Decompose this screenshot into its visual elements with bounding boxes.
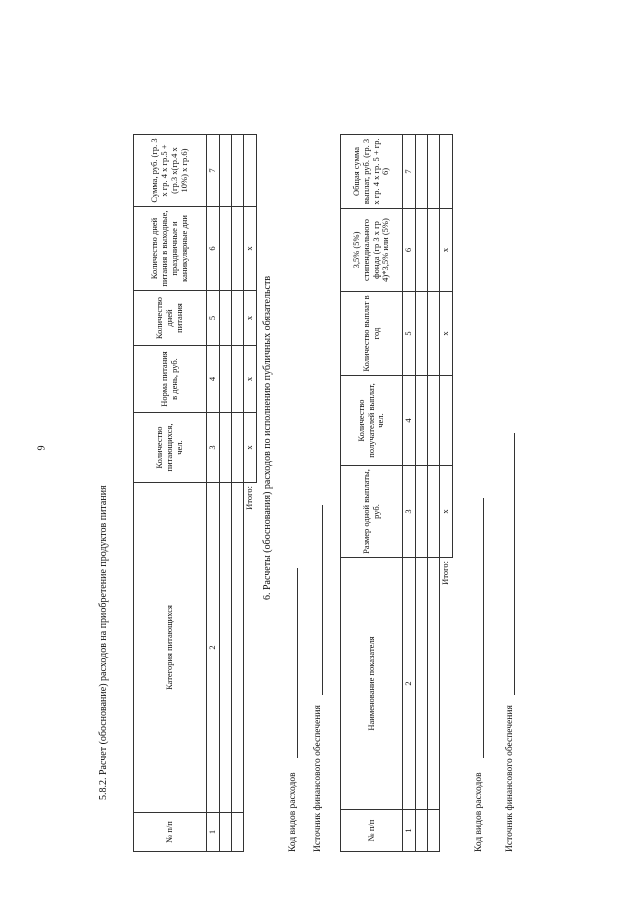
table-cell <box>231 346 243 413</box>
total-cell <box>439 135 452 209</box>
table-cell <box>219 135 231 207</box>
table-cell <box>231 483 243 813</box>
section1-caption: 5.8.2. Расчет (обоснование) расходов на приобретение продуктов питания <box>98 485 109 800</box>
table-cell <box>231 813 243 852</box>
table-cell <box>415 209 427 292</box>
header-cell: № п/п <box>134 813 207 852</box>
table-cell <box>415 558 427 810</box>
code-field-line <box>297 568 298 758</box>
table-cell <box>415 810 427 852</box>
code-label: Код видов расходов <box>288 772 298 852</box>
table-cell <box>219 291 231 346</box>
total-cell: x <box>243 413 256 483</box>
header-cell: Категория питающихся <box>134 483 207 813</box>
header-cell: Количество питающихся, чел. <box>134 413 207 483</box>
source-field-line <box>514 433 515 695</box>
page-number: 9 <box>36 445 48 451</box>
total-cell <box>243 135 256 207</box>
column-number: 4 <box>403 376 416 466</box>
header-cell: Наименование показателя <box>341 558 403 810</box>
code-label: Код видов расходов <box>474 772 484 852</box>
table-cell <box>427 376 439 466</box>
food-expenses-table <box>133 134 257 852</box>
table-cell <box>427 292 439 376</box>
table-cell <box>427 466 439 558</box>
table-cell <box>415 292 427 376</box>
column-number: 6 <box>403 209 416 292</box>
column-number: 5 <box>207 291 220 346</box>
header-cell: Количество получателей выплат, чел. <box>341 376 403 466</box>
column-number: 2 <box>207 483 220 813</box>
total-cell: x <box>439 292 452 376</box>
table-cell <box>427 810 439 852</box>
table-cell <box>231 291 243 346</box>
header-cell: Норма питания в день, руб. <box>134 346 207 413</box>
total-cell: x <box>439 209 452 292</box>
table-cell <box>427 209 439 292</box>
section2-code-line <box>474 498 484 852</box>
rotated-page-content <box>0 62 640 852</box>
table-cell <box>231 413 243 483</box>
column-number: 2 <box>403 558 416 810</box>
table-cell <box>427 135 439 209</box>
column-number: 7 <box>403 135 416 209</box>
total-cell: x <box>243 346 256 413</box>
table-cell <box>219 413 231 483</box>
header-cell: Общая сумма выплат, руб. (гр. 3 x гр. 4 x гр. 5 + гр. 6) <box>341 135 403 209</box>
header-cell: Размер одной выплаты, руб. <box>341 466 403 558</box>
column-number: 5 <box>403 292 416 376</box>
table-cell <box>231 135 243 207</box>
table-cell <box>219 207 231 291</box>
column-number: 1 <box>207 813 220 852</box>
source-label: Источник финансового обеспечения <box>313 705 323 852</box>
table-cell <box>219 346 231 413</box>
table-cell <box>231 207 243 291</box>
header-cell: Количество дней питания в выходные, праздничные и каникулярные дни <box>134 207 207 291</box>
header-cell: Количество выплат в год <box>341 292 403 376</box>
header-cell: Сумма, руб. (гр. 3 x гр. 4 x гр.5 + (гр.3 x(гр.4 x 10%) x гр.6) <box>134 135 207 207</box>
column-number: 3 <box>403 466 416 558</box>
table-cell <box>427 558 439 810</box>
section2-source-line <box>505 433 515 852</box>
table-cell <box>219 813 231 852</box>
table-cell <box>415 135 427 209</box>
total-cell: x <box>243 207 256 291</box>
table-cell <box>415 466 427 558</box>
column-number: 7 <box>207 135 220 207</box>
table-cell <box>415 376 427 466</box>
total-label: Итого: <box>439 558 452 852</box>
total-cell: x <box>439 466 452 558</box>
header-cell: 3,5% (5%) стипендиального фонда (гр 3 x гр 4)*3,5% или (5%) <box>341 209 403 292</box>
total-label: Итого: <box>243 483 256 852</box>
total-cell: x <box>243 291 256 346</box>
header-cell: Количество дней питания <box>134 291 207 346</box>
section1-code-line <box>288 568 298 852</box>
column-number: 3 <box>207 413 220 483</box>
column-number: 4 <box>207 346 220 413</box>
code-field-line <box>483 498 484 758</box>
header-cell: № п/п <box>341 810 403 852</box>
source-label: Источник финансового обеспечения <box>505 705 515 852</box>
total-cell <box>439 376 452 466</box>
table-cell <box>219 483 231 813</box>
section2-caption: 6. Расчеты (обоснования) расходов по исполнению публичных обязательств <box>262 275 273 600</box>
public-obligations-table <box>340 134 453 852</box>
column-number: 1 <box>403 810 416 852</box>
column-number: 6 <box>207 207 220 291</box>
source-field-line <box>322 505 323 695</box>
section1-source-line <box>313 505 323 852</box>
